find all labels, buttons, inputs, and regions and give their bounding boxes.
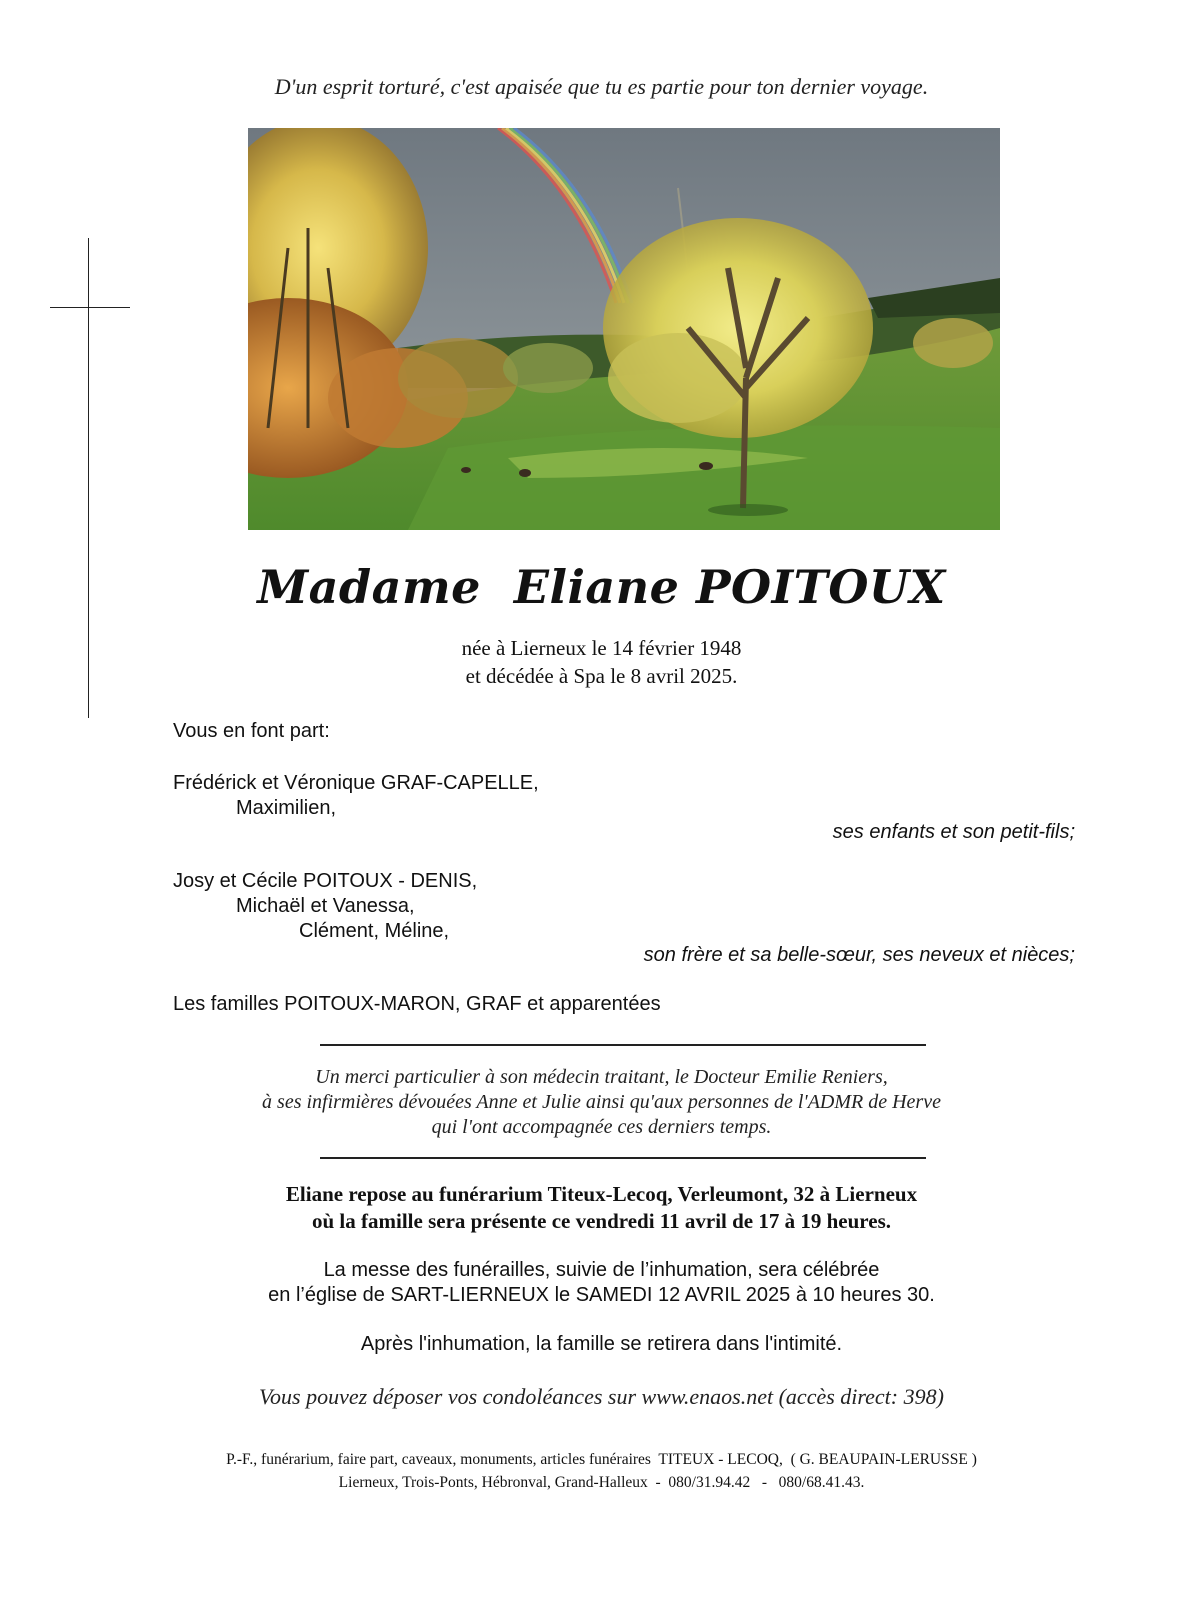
footer-line1: P.-F., funérarium, faire part, caveaux, monuments, articles funéraires TITEUX - LECOQ, ( G. BEAUPAIN-LERUSSE ) bbox=[226, 1451, 977, 1468]
birth-line: née à Lierneux le 14 février 1948 bbox=[461, 636, 742, 660]
mass-line1: La messe des funérailles, suivie de l’inhumation, sera célébrée bbox=[323, 1259, 880, 1281]
families-line: Les familles POITOUX-MARON, GRAF et apparentées bbox=[173, 993, 661, 1015]
group2-line3: Clément, Méline, bbox=[299, 920, 450, 942]
mass-line2: en l’église de SART-LIERNEUX le SAMEDI 12 AVRIL 2025 à 10 heures 30. bbox=[268, 1284, 935, 1306]
announcement-intro: Vous en font part: bbox=[173, 720, 330, 742]
thanks-line1: Un merci particulier à son médecin traitant, le Docteur Emilie Reniers, bbox=[315, 1066, 888, 1088]
death-line: et décédée à Spa le 8 avril 2025. bbox=[465, 664, 738, 688]
cross-horizontal-bar bbox=[50, 307, 130, 308]
divider-bottom bbox=[320, 1157, 926, 1159]
epigraph: D'un esprit torturé, c'est apaisée que tu es partie pour ton dernier voyage. bbox=[274, 74, 929, 99]
group1-line1: Frédérick et Véronique GRAF-CAPELLE, bbox=[173, 772, 539, 794]
divider-top bbox=[320, 1044, 926, 1046]
footer-line2: Lierneux, Trois-Ponts, Hébronval, Grand-Halleux - 080/31.94.42 - 080/68.41.43. bbox=[338, 1474, 865, 1491]
group2-relation: son frère et sa belle-sœur, ses neveux et nièces; bbox=[643, 944, 1075, 966]
group2-line1: Josy et Cécile POITOUX - DENIS, bbox=[173, 870, 478, 892]
group1-line2: Maximilien, bbox=[236, 797, 337, 819]
condolences-line: Vous pouvez déposer vos condoléances sur www.enaos.net (accès direct: 398) bbox=[259, 1384, 944, 1409]
repose-line2: où la famille sera présente ce vendredi 11 avril de 17 à 19 heures. bbox=[312, 1209, 891, 1233]
group2-line2: Michaël et Vanessa, bbox=[236, 895, 415, 917]
thanks-line2: à ses infirmières dévouées Anne et Julie ainsi qu'aux personnes de l'ADMR de Herve bbox=[262, 1091, 941, 1113]
thanks-line3: qui l'ont accompagnée ces derniers temps. bbox=[431, 1116, 772, 1138]
after-burial-line: Après l'inhumation, la famille se retirera dans l'intimité. bbox=[360, 1333, 843, 1355]
landscape-photo bbox=[248, 128, 1000, 530]
deceased-name: Madame Eliane POITOUX bbox=[257, 560, 946, 614]
repose-line1: Eliane repose au funérarium Titeux-Lecoq, Verleumont, 32 à Lierneux bbox=[285, 1182, 918, 1206]
group1-relation: ses enfants et son petit-fils; bbox=[832, 821, 1075, 843]
